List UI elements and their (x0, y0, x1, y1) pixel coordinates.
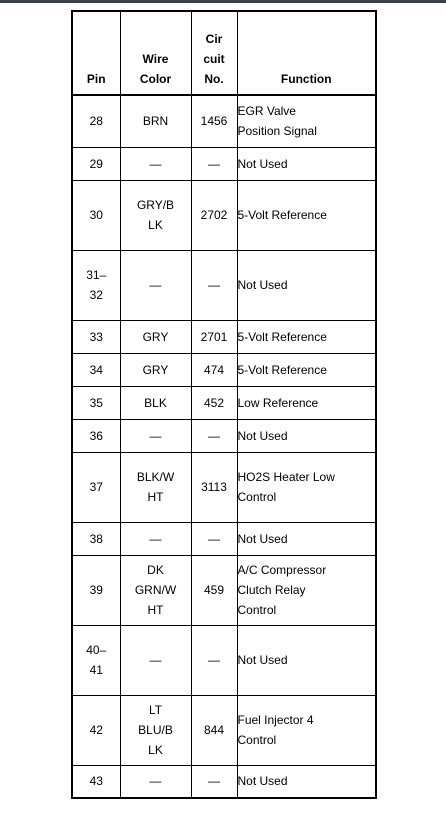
wire-color-cell: GRY/B LK (120, 180, 191, 250)
table-row (72, 353, 376, 386)
circuit-cell: 844 (191, 695, 237, 765)
wire-color-cell: BLK/W HT (120, 452, 191, 522)
circuit-cell: 3113 (191, 452, 237, 522)
pin-cell: 39 (72, 555, 120, 625)
function-cell: Not Used (237, 625, 376, 695)
pin-cell: 33 (72, 320, 120, 353)
function-cell: Low Reference (237, 386, 376, 419)
pin-cell: 42 (72, 695, 120, 765)
function-cell: HO2S Heater Low Control (237, 452, 376, 522)
wire-color-cell: BLK (120, 386, 191, 419)
wire-color-cell: — (120, 522, 191, 555)
table-row (72, 180, 376, 250)
table-row (72, 695, 376, 765)
circuit-cell: — (191, 147, 237, 180)
table-row (72, 386, 376, 419)
function-cell: Fuel Injector 4 Control (237, 695, 376, 765)
wire-color-cell: — (120, 419, 191, 452)
pin-cell: 28 (72, 95, 120, 147)
function-cell: Not Used (237, 765, 376, 798)
pin-cell: 36 (72, 419, 120, 452)
circuit-cell: — (191, 522, 237, 555)
circuit-cell: 1456 (191, 95, 237, 147)
function-cell: A/C Compressor Clutch Relay Control (237, 555, 376, 625)
table-row (72, 765, 376, 798)
wire-color-cell: DK GRN/W HT (120, 555, 191, 625)
function-cell: 5-Volt Reference (237, 320, 376, 353)
pin-cell: 30 (72, 180, 120, 250)
wire-color-cell: GRY (120, 353, 191, 386)
function-cell: Not Used (237, 147, 376, 180)
pin-cell: 35 (72, 386, 120, 419)
wire-color-cell: BRN (120, 95, 191, 147)
wire-color-cell: — (120, 250, 191, 320)
pin-cell: 31– 32 (72, 250, 120, 320)
circuit-cell: — (191, 250, 237, 320)
table-row (72, 555, 376, 625)
circuit-cell: — (191, 765, 237, 798)
table-row (72, 95, 376, 147)
circuit-cell: 452 (191, 386, 237, 419)
table-header-row (72, 11, 376, 95)
circuit-cell: — (191, 419, 237, 452)
pin-cell: 29 (72, 147, 120, 180)
header-function: Function (237, 11, 376, 95)
circuit-cell: 474 (191, 353, 237, 386)
table-row (72, 147, 376, 180)
pin-cell: 40– 41 (72, 625, 120, 695)
header-circuit-no: Cir cuit No. (191, 11, 237, 95)
table-row (72, 250, 376, 320)
header-pin: Pin (72, 11, 120, 95)
table-row (72, 419, 376, 452)
wire-color-cell: — (120, 765, 191, 798)
circuit-cell: 459 (191, 555, 237, 625)
wire-color-cell: — (120, 625, 191, 695)
header-wire-color: Wire Color (120, 11, 191, 95)
table-row (72, 625, 376, 695)
wire-color-cell: GRY (120, 320, 191, 353)
pin-cell: 43 (72, 765, 120, 798)
wire-color-cell: — (120, 147, 191, 180)
circuit-cell: — (191, 625, 237, 695)
pin-cell: 34 (72, 353, 120, 386)
function-cell: 5-Volt Reference (237, 180, 376, 250)
function-cell: Not Used (237, 250, 376, 320)
function-cell: 5-Volt Reference (237, 353, 376, 386)
pinout-table (71, 10, 377, 799)
wire-color-cell: LT BLU/B LK (120, 695, 191, 765)
circuit-cell: 2701 (191, 320, 237, 353)
table-row (72, 522, 376, 555)
pin-cell: 38 (72, 522, 120, 555)
table-row (72, 452, 376, 522)
top-border-line (0, 0, 446, 3)
function-cell: EGR Valve Position Signal (237, 95, 376, 147)
table-row (72, 320, 376, 353)
function-cell: Not Used (237, 522, 376, 555)
function-cell: Not Used (237, 419, 376, 452)
circuit-cell: 2702 (191, 180, 237, 250)
pin-cell: 37 (72, 452, 120, 522)
